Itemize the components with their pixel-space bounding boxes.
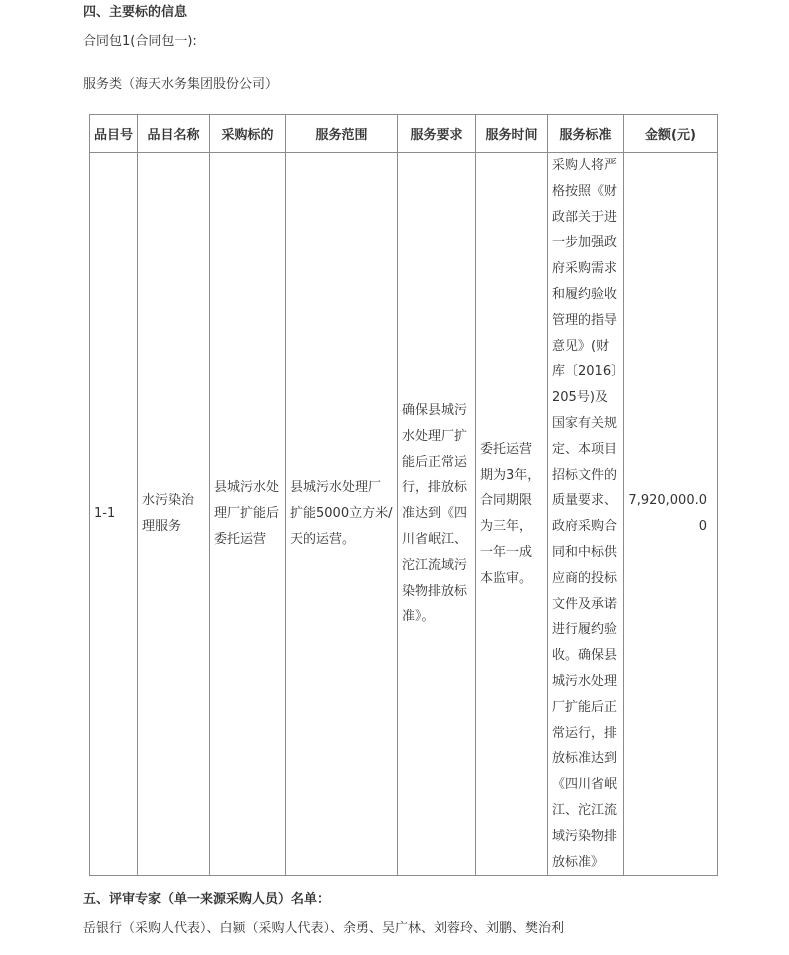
service-category-label: 服务类（海天水务集团股份公司） — [83, 77, 279, 92]
header-service-time: 服务时间 — [476, 115, 548, 153]
section4-heading: 四、主要标的信息 — [83, 5, 188, 20]
cell-service-scope: 县城污水处理厂扩能5000立方米/天的运营。 — [286, 153, 398, 876]
cell-service-requirement: 确保县城污水处理厂扩能后正常运行，排放标准达到《四川省岷江、沱江流域污染物排放标准》。 — [398, 153, 476, 876]
cell-item-name: 水污染治理服务 — [138, 153, 210, 876]
header-procurement-subject: 采购标的 — [210, 115, 286, 153]
cell-service-time: 委托运营期为3年，合同期限为三年，一年一成本监审。 — [476, 153, 548, 876]
table-header-row — [90, 115, 718, 153]
header-service-requirement: 服务要求 — [398, 115, 476, 153]
items-table — [89, 114, 718, 876]
section5-heading: 五、评审专家（单一来源采购人员）名单： — [83, 892, 331, 907]
table-row — [90, 153, 718, 876]
cell-service-standard: 采购人将严格按照《财政部关于进一步加强政府采购需求和履约验收管理的指导意见》(财库〔2016〕205号)及国家有关规定、本项目招标文件的质量要求、政府采购合同和中标供应商的投标文件及承诺进行履约验收。确保县城污水处理厂扩能后正常运行，排放标准达到《四川省岷江、沱江流域污染物排放标准》 — [548, 153, 624, 876]
expert-names: 岳银行（采购人代表）、白颍（采购人代表）、余勇、吴广林、刘蓉玲、刘鹏、樊治利 — [83, 921, 565, 936]
cell-amount: 7,920,000.00 — [624, 153, 718, 876]
header-item-name: 品目名称 — [138, 115, 210, 153]
contract-package-label: 合同包1(合同包一): — [83, 34, 197, 49]
header-service-standard: 服务标准 — [548, 115, 624, 153]
header-service-scope: 服务范围 — [286, 115, 398, 153]
header-amount: 金额(元) — [624, 115, 718, 153]
header-item-no: 品目号 — [90, 115, 138, 153]
cell-item-no: 1-1 — [90, 153, 138, 876]
cell-procurement-subject: 县城污水处理厂扩能后委托运营 — [210, 153, 286, 876]
